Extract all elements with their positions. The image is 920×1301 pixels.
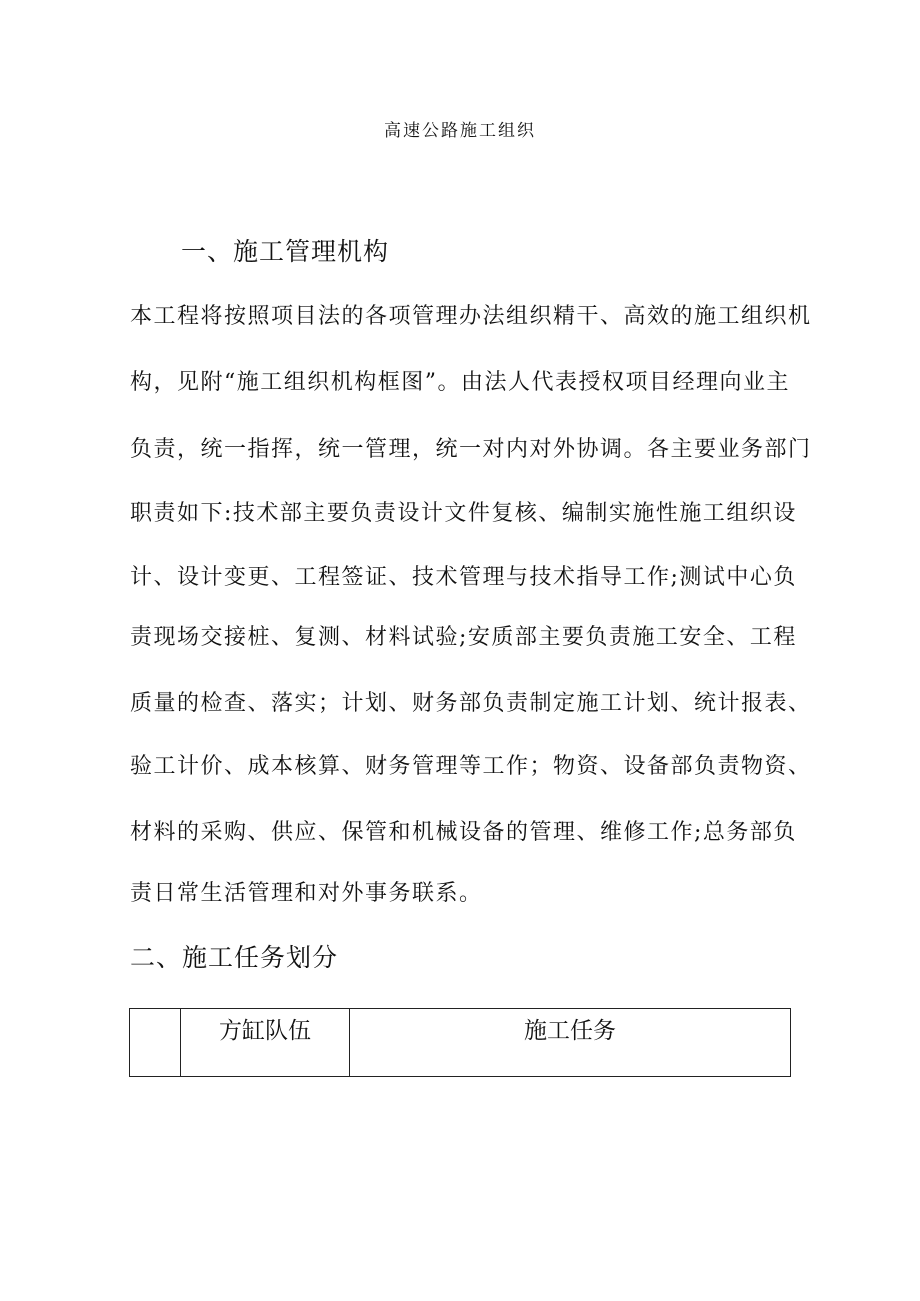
body-line: 责日常生活管理和对外事务联系。 xyxy=(130,881,483,906)
table-header-cell-index xyxy=(130,1009,181,1077)
body-line: 质量的检查、落实；计划、财务部负责制定施工计划、统计报表、 xyxy=(130,691,812,716)
body-line: 责现场交接桩、复测、材料试验;安质部主要负责施工安全、工程 xyxy=(130,625,797,650)
body-line: 计、设计变更、工程签证、技术管理与技术指导工作;测试中心负 xyxy=(130,565,797,590)
body-line: 验工计价、成本核算、财务管理等工作；物资、设备部负责物资、 xyxy=(130,754,812,779)
section-heading-task-division: 二、施工任务划分 xyxy=(130,943,339,972)
task-division-table xyxy=(129,1008,791,1077)
body-line: 材料的采购、供应、保管和机械设备的管理、维修工作;总务部负 xyxy=(130,820,797,845)
body-line: 负责，统一指挥，统一管理，统一对内对外协调。各主要业务部门 xyxy=(130,437,812,462)
table-header-cell-task: 施工任务 xyxy=(350,1009,791,1077)
table-header-row xyxy=(130,1009,791,1077)
page-title: 高速公路施工组织 xyxy=(384,121,536,141)
body-line: 本工程将按照项目法的各项管理办法组织精干、高效的施工组织机 xyxy=(130,304,812,329)
table-header-cell-team: 方缸队伍 xyxy=(181,1009,350,1077)
body-line: 职责如下:技术部主要负责设计文件复核、编制实施性施工组织设 xyxy=(130,501,797,526)
body-line: 构，见附“施工组织机构框图”。由法人代表授权项目经理向业主 xyxy=(130,370,790,395)
section-heading-management: 一、施工管理机构 xyxy=(181,237,390,266)
